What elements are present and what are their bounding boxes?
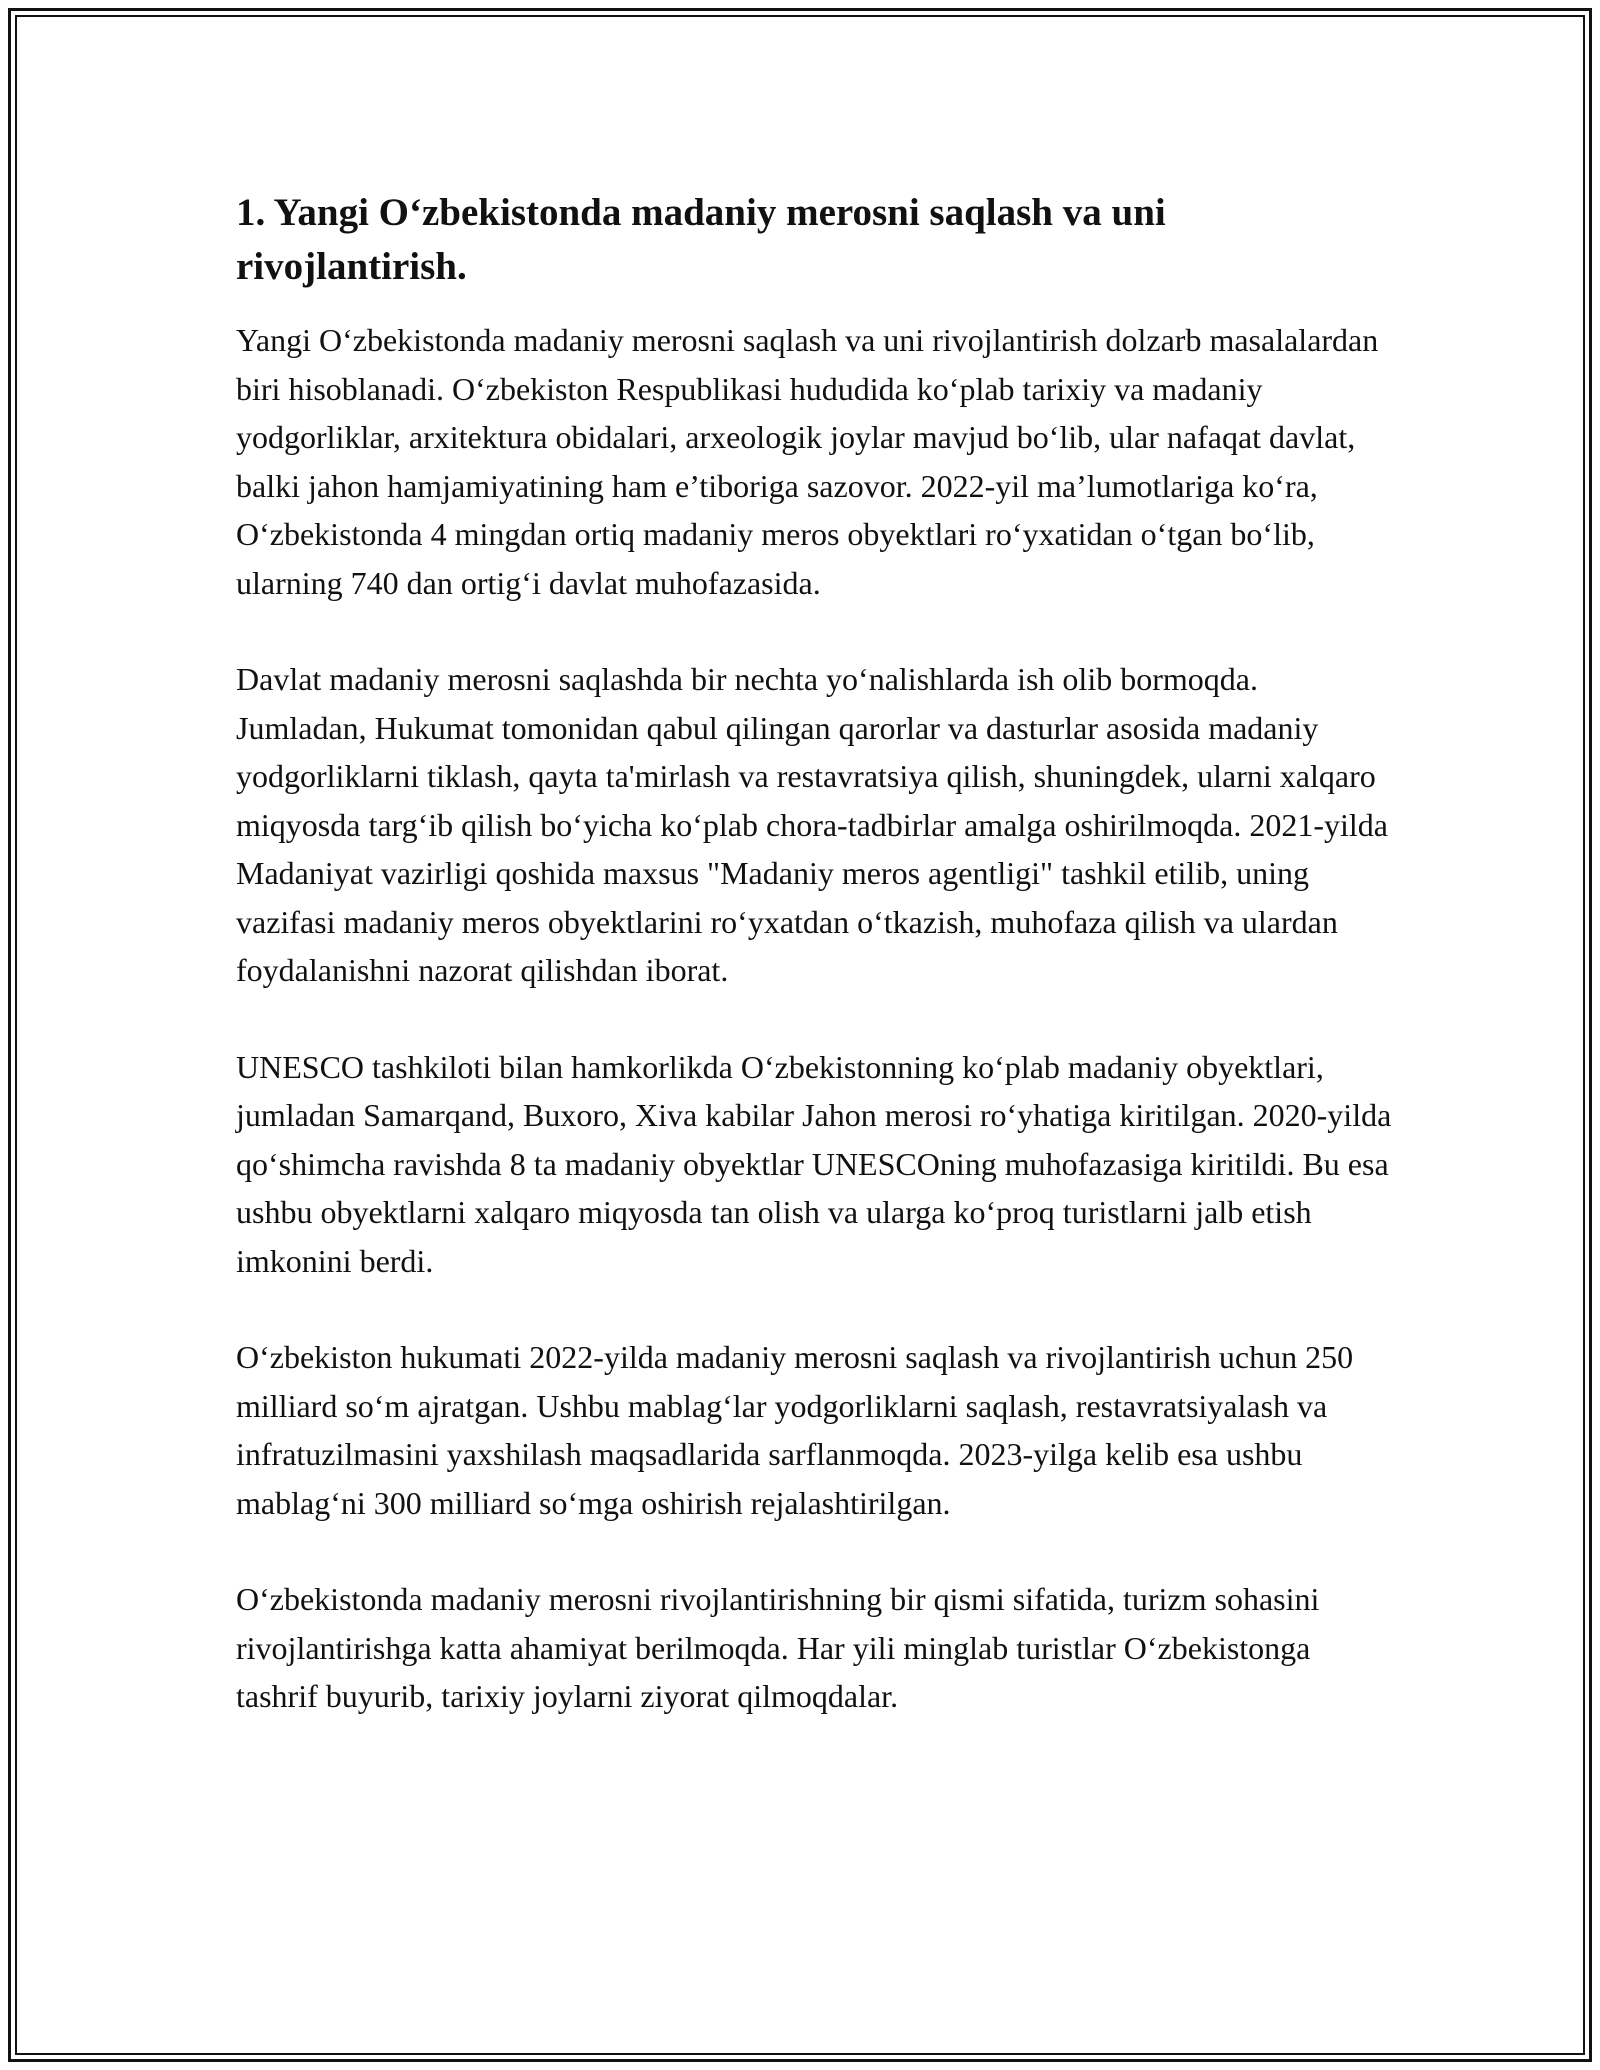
- paragraph-funding: O‘zbekiston hukumati 2022-yilda madaniy merosni saqlash va rivojlantirish uchun 250 milliard so‘m ajratgan. Ushbu mablag‘lar yodgorliklarni saqlash, restavratsiyalash va infratuzilmasini yaxshilash maqsadlarida sarflanmoqda. 2023-yilga kelib esa ushbu mablag‘ni 300 milliard so‘mga oshirish rejalashtirilgan.: [236, 1339, 1354, 1521]
- section-title: 1. Yangi O‘zbekistonda madaniy merosni saqlash va uni rivojlantirish.: [236, 191, 1166, 288]
- document-body: [236, 186, 1396, 1769]
- paragraph-tourism: O‘zbekistonda madaniy merosni rivojlantirishning bir qismi sifatida, turizm sohasini rivojlantirishga katta ahamiyat berilmoqda. Har yili minglab turistlar O‘zbekistonga tashrif buyurib, tarixiy joylarni ziyorat qilmoqdalar.: [236, 1581, 1320, 1714]
- paragraph-heritage-overview: Yangi O‘zbekistonda madaniy merosni saqlash va uni rivojlantirish dolzarb masalalardan biri hisoblanadi. O‘zbekiston Respublikasi hududida ko‘plab tarixiy va madaniy yodgorliklar, arxitektura obidalari, arxeologik joylar mavjud bo‘lib, ular nafaqat davlat, balki jahon hamjamiyatining ham e’tiboriga sazovor. 2022-yil ma’lumotlariga ko‘ra, O‘zbekistonda 4 mingdan ortiq madaniy meros obyektlari ro‘yxatidan o‘tgan bo‘lib, ularning 740 dan ortig‘i davlat muhofazasida.: [236, 322, 1379, 601]
- paragraph-unesco: UNESCO tashkiloti bilan hamkorlikda O‘zbekistonning ko‘plab madaniy obyektlari, jumladan Samarqand, Buxoro, Xiva kabilar Jahon merosi ro‘yhatiga kiritilgan. 2020-yilda qo‘shimcha ravishda 8 ta madaniy obyektlar UNESCOning muhofazasiga kiritildi. Bu esa ushbu obyektlarni xalqaro miqyosda tan olish va ularga ko‘proq turistlarni jalb etish imkonini berdi.: [236, 1048, 1392, 1279]
- paragraph-state-measures: Davlat madaniy merosni saqlashda bir nechta yo‘nalishlarda ish olib bormoqda. Jumladan, Hukumat tomonidan qabul qilingan qarorlar va dasturlar asosida madaniy yodgorliklarni tiklash, qayta ta'mirlash va restavratsiya qilish, shuningdek, ularni xalqaro miqyosda targ‘ib qilish bo‘yicha ko‘plab chora-tadbirlar amalga oshirilmoqda. 2021-yilda Madaniyat vazirligi qoshida maxsus "Madaniy meros agentligi" tashkil etilib, uning vazifasi madaniy meros obyektlarini ro‘yxatdan o‘tkazish, muhofaza qilish va ulardan foydalanishni nazorat qilishdan iborat.: [236, 661, 1388, 988]
